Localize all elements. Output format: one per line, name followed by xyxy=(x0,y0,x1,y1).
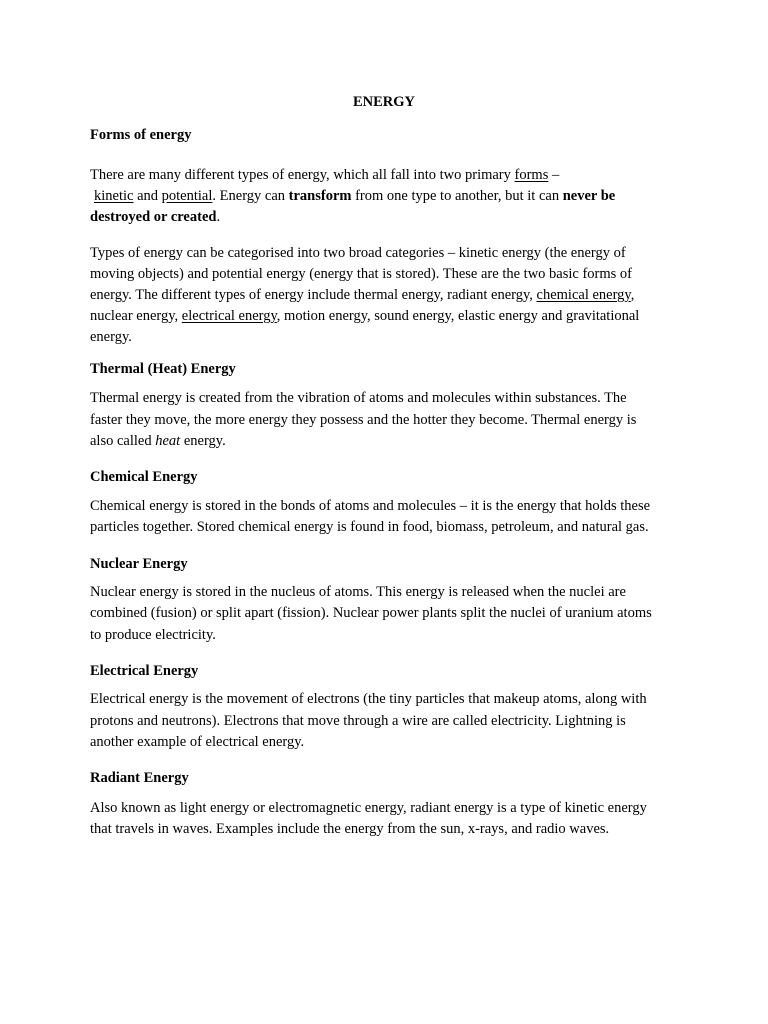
forms-p2-line-5: energy. xyxy=(90,329,132,345)
kinetic-link[interactable]: kinetic xyxy=(94,188,134,204)
heading-nuclear-energy: Nuclear Energy xyxy=(90,556,188,572)
text: energy. xyxy=(180,433,226,449)
text: , motion energy, sound energy, elastic energy and gravitational xyxy=(276,308,640,324)
electrical-energy-link[interactable]: electrical energy xyxy=(181,308,277,324)
radiant-line-1: Also known as light energy or electromagnetic energy, radiant energy is a type of kinetic energy xyxy=(90,800,647,816)
heading-thermal-energy: Thermal (Heat) Energy xyxy=(90,361,236,377)
text: nuclear energy, xyxy=(90,308,182,324)
chemical-line-1: Chemical energy is stored in the bonds of atoms and molecules – it is the energy that holds these xyxy=(90,498,651,514)
thermal-line-3 xyxy=(90,432,226,450)
nuclear-line-1: Nuclear energy is stored in the nucleus of atoms. This energy is released when the nuclei are xyxy=(90,584,626,600)
italic-heat: heat xyxy=(155,433,181,449)
heading-forms-of-energy: Forms of energy xyxy=(90,127,192,143)
forms-p1-line-3 xyxy=(90,208,220,226)
electrical-line-3: another example of electrical energy. xyxy=(90,734,305,750)
forms-p2-line-4 xyxy=(90,307,639,325)
bold-transform: transform xyxy=(288,188,352,204)
chemical-energy-link[interactable]: chemical energy xyxy=(536,287,631,303)
heading-chemical-energy: Chemical Energy xyxy=(90,469,198,485)
bold-destroyed-or-created: destroyed or created xyxy=(90,209,217,225)
forms-p1-line-2 xyxy=(94,187,615,205)
forms-p2-line-1: Types of energy can be categorised into two broad categories – kinetic energy (the energy of xyxy=(90,245,626,261)
forms-link[interactable]: forms xyxy=(514,167,549,183)
heading-electrical-energy: Electrical Energy xyxy=(90,663,199,679)
text: also called xyxy=(90,433,156,449)
thermal-line-2: faster they move, the more energy they possess and the hotter they become. Thermal energy is xyxy=(90,412,637,428)
heading-radiant-energy: Radiant Energy xyxy=(90,770,189,786)
text: . Energy can xyxy=(212,188,289,204)
text: and xyxy=(133,188,162,204)
text: energy. The different types of energy include thermal energy, radiant energy, xyxy=(90,287,537,303)
electrical-line-1: Electrical energy is the movement of electrons (the tiny particles that makeup atoms, along with xyxy=(90,691,647,707)
text: – xyxy=(548,167,560,183)
nuclear-line-2: combined (fusion) or split apart (fission). Nuclear power plants split the nuclei of uranium atoms xyxy=(90,605,652,621)
radiant-line-2: that travels in waves. Examples include the energy from the sun, x-rays, and radio waves. xyxy=(90,821,610,837)
thermal-line-1: Thermal energy is created from the vibration of atoms and molecules within substances. The xyxy=(90,390,627,406)
text: There are many different types of energy, which all fall into two primary xyxy=(90,167,515,183)
text: from one type to another, but it can xyxy=(351,188,563,204)
bold-never-be: never be xyxy=(562,188,616,204)
chemical-line-2: particles together. Stored chemical energy is found in food, biomass, petroleum, and natural gas. xyxy=(90,519,649,535)
forms-p2-line-2: moving objects) and potential energy (energy that is stored). These are the two basic forms of xyxy=(90,266,632,282)
forms-p2-line-3 xyxy=(90,286,634,304)
electrical-line-2: protons and neutrons). Electrons that move through a wire are called electricity. Lightning is xyxy=(90,713,626,729)
forms-p1-line-1 xyxy=(90,166,559,184)
text: , xyxy=(630,287,635,303)
nuclear-line-3: to produce electricity. xyxy=(90,627,216,643)
document-title: ENERGY xyxy=(352,94,416,110)
potential-link[interactable]: potential xyxy=(161,188,213,204)
text: . xyxy=(216,209,221,225)
